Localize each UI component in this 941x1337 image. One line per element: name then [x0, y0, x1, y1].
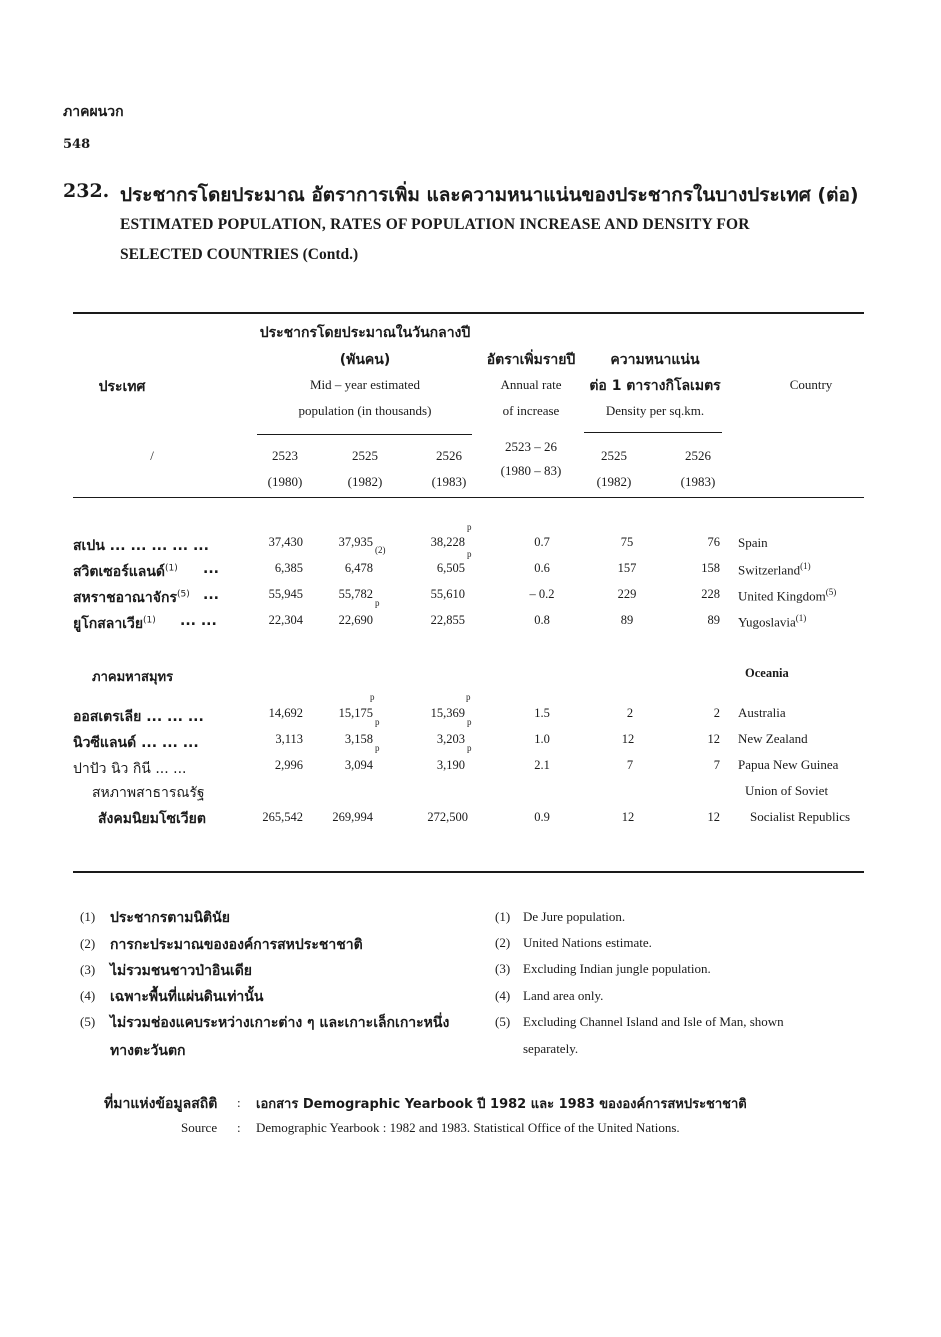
row-uk-english-sup: (5)	[825, 587, 837, 597]
row-switzerland-pop-1982: 6,478	[344, 561, 373, 575]
row-newzealand-pop-1983: 3,203	[436, 732, 465, 746]
row-switzerland-thai-name: สวิตเซอร์แลนด์	[73, 564, 165, 580]
footnote-en-5-num: (5)	[495, 1014, 511, 1029]
year-1980-en: (1980)	[267, 474, 303, 489]
row-australia-english: Australia	[738, 705, 786, 720]
footnote-en-5-text: Excluding Channel Island and Isle of Man, shown	[523, 1014, 784, 1029]
source-separator-thai: :	[237, 1095, 241, 1110]
year-1982-th: 2525	[352, 448, 378, 463]
row-australia-pop-1982-mark-top: p	[370, 692, 375, 702]
title-thai: ประชากรโดยประมาณ อัตราการเพิ่ม และความหนาแน่นของประชากรในบางประเทศ (ต่อ)	[120, 184, 859, 206]
row-newzealand-pop-1982-mark: p	[375, 743, 380, 753]
year-1983-en: (1983)	[431, 474, 467, 489]
source-label-thai: ที่มาแห่งข้อมูลสถิติ	[104, 1096, 218, 1112]
pop-header-rule	[257, 434, 472, 435]
row-ussr-english-line2: Socialist Republics	[750, 809, 851, 824]
row-uk-thai-sup: (5)	[176, 589, 190, 600]
row-switzerland-pop-1980: 6,385	[274, 561, 303, 575]
row-spain-rate: 0.7	[534, 535, 550, 549]
row-switzerland-rate: 0.6	[534, 561, 550, 575]
row-png-english: Papua New Guinea	[738, 757, 839, 772]
row-uk-english	[738, 587, 836, 604]
year-1982-en: (1982)	[347, 474, 383, 489]
row-australia-pop-1982-mark: p	[375, 717, 380, 727]
row-australia-thai: ออสเตรเลีย ... ... ...	[73, 709, 204, 725]
row-uk-dots: ...	[203, 587, 219, 603]
row-spain-pop-1982-mark: (2)	[375, 545, 386, 555]
row-spain-thai: สเปน ... ... ... ... ...	[73, 538, 209, 554]
row-spain-density-1983: 76	[707, 535, 720, 549]
table-number: 232.	[63, 180, 110, 202]
row-uk-thai	[73, 587, 190, 609]
row-spain-pop-1980: 37,430	[268, 535, 303, 549]
row-yugoslavia-thai-name: ยูโกสลาเวีย	[73, 616, 144, 632]
row-png-rate: 2.1	[534, 758, 550, 772]
row-ussr-thai-line2: สังคมนิยมโซเวียต	[98, 811, 206, 827]
region-english: Oceania	[745, 666, 789, 680]
row-yugoslavia-density-1983: 89	[707, 613, 720, 627]
rate-years-th: 2523 – 26	[505, 439, 557, 454]
row-png-density-1982: 7	[626, 758, 634, 772]
row-yugoslavia-thai-sup: (1)	[143, 615, 156, 626]
footnote-th-2-num: (2)	[80, 936, 96, 951]
row-switzerland-english	[738, 561, 811, 578]
table-header-bottom-rule	[73, 497, 864, 498]
row-switzerland-thai-sup: (1)	[164, 563, 178, 574]
row-yugoslavia-english	[738, 613, 806, 630]
row-australia-pop-1980: 14,692	[268, 706, 303, 720]
row-australia-pop-1983-mark: p	[467, 717, 472, 727]
col-header-pop-en-1: Mid – year estimated	[309, 377, 421, 392]
row-spain-pop-1983-mark-top: p	[467, 522, 472, 532]
row-switzerland-thai	[73, 561, 178, 583]
col-header-pop-th-2: (พันคน)	[339, 352, 391, 368]
col-header-rate-th: อัตราเพิ่มรายปี	[486, 352, 576, 368]
row-spain-english: Spain	[738, 535, 768, 550]
col-header-rate-en-1: Annual rate	[500, 377, 562, 392]
row-yugoslavia-rate: 0.8	[534, 613, 550, 627]
row-yugoslavia-pop-1983: 22,855	[430, 613, 465, 627]
row-ussr-density-1983: 12	[707, 810, 720, 824]
row-uk-thai-name: สหราชอาณาจักร	[73, 590, 177, 606]
row-yugoslavia-english-sup: (1)	[795, 613, 807, 623]
col-header-pop-en-2: population (in thousands)	[298, 403, 432, 418]
row-ussr-rate: 0.9	[534, 810, 550, 824]
title-english-line1: ESTIMATED POPULATION, RATES OF POPULATION INCREASE AND DENSITY FOR	[120, 216, 750, 233]
region-thai: ภาคมหาสมุทร	[92, 670, 174, 685]
row-ussr-pop-1983: 272,500	[427, 810, 468, 824]
footnote-en-2-num: (2)	[495, 935, 511, 950]
row-png-pop-1983: 3,190	[436, 758, 465, 772]
row-switzerland-dots: ...	[203, 561, 219, 577]
source-separator-english: :	[237, 1120, 241, 1135]
footnote-th-2-text: การกะประมาณขององค์การสหประชาชาติ	[110, 937, 363, 953]
col-header-pop-th-1: ประชากรโดยประมาณในวันกลางปี	[259, 325, 471, 341]
density-1982-th: 2525	[601, 448, 627, 463]
title-english-line2: SELECTED COUNTRIES (Contd.)	[120, 246, 359, 263]
row-spain-density-1982: 75	[620, 535, 634, 549]
footnote-th-3-num: (3)	[80, 962, 96, 977]
col-header-country-en: Country	[789, 377, 833, 392]
row-uk-pop-1983: 55,610	[430, 587, 465, 601]
density-1982-en: (1982)	[596, 474, 632, 489]
row-uk-density-1983: 228	[701, 587, 720, 601]
row-yugoslavia-pop-1982: 22,690	[338, 613, 373, 627]
row-australia-density-1982: 2	[626, 706, 634, 720]
footnote-th-1-num: (1)	[80, 909, 96, 924]
col-header-country-th: ประเทศ	[98, 379, 146, 395]
row-yugoslavia-pop-1980: 22,304	[268, 613, 303, 627]
source-text-thai: เอกสาร Demographic Yearbook ปี 1982 และ 1983 ขององค์การสหประชาชาติ	[256, 1097, 747, 1112]
row-yugoslavia-density-1982: 89	[620, 613, 634, 627]
row-uk-pop-1982: 55,782	[338, 587, 373, 601]
row-spain-pop-1983: 38,228	[430, 535, 465, 549]
row-australia-pop-1982: 15,175	[338, 706, 373, 720]
row-australia-density-1983: 2	[713, 706, 720, 720]
row-newzealand-thai: นิวซีแลนด์ ... ... ...	[73, 735, 199, 751]
rate-years-en: (1980 – 83)	[500, 463, 562, 478]
col-header-density-en: Density per sq.km.	[605, 403, 705, 418]
row-uk-density-1982: 229	[617, 587, 637, 601]
footnote-th-4-text: เฉพาะพื้นที่แผ่นดินเท่านั้น	[110, 989, 264, 1005]
source-label-english: Source	[181, 1120, 218, 1135]
density-1983-th: 2526	[685, 448, 711, 463]
footnote-en-5-text-line2: separately.	[523, 1041, 579, 1056]
row-newzealand-density-1982: 12	[621, 732, 635, 746]
row-png-thai: ปาปัว นิว กินี ... ...	[73, 761, 187, 777]
row-uk-pop-1980: 55,945	[268, 587, 303, 601]
footnote-th-5-num: (5)	[80, 1014, 96, 1029]
row-switzerland-english-name: Switzerland	[738, 562, 801, 578]
row-ussr-pop-1980: 265,542	[262, 810, 303, 824]
row-ussr-english-line1: Union of Soviet	[745, 783, 829, 798]
year-1980-th: 2523	[272, 448, 298, 463]
page-number: 548	[63, 137, 91, 152]
col-header-density-th-1: ความหนาแน่น	[610, 352, 700, 368]
col-header-rate-en-2: of increase	[502, 403, 560, 418]
row-png-pop-1982: 3,094	[344, 758, 373, 772]
row-ussr-density-1982: 12	[621, 810, 635, 824]
footnote-th-1-text: ประชากรตามนิตินัย	[110, 910, 230, 926]
row-newzealand-pop-1980: 3,113	[275, 732, 303, 746]
density-1983-en: (1983)	[680, 474, 716, 489]
row-spain-pop-1982: 37,935	[338, 535, 373, 549]
row-australia-rate: 1.5	[534, 706, 550, 720]
row-newzealand-pop-1983-mark: p	[467, 743, 472, 753]
row-newzealand-rate: 1.0	[534, 732, 550, 746]
row-switzerland-pop-1983-mark: p	[467, 549, 472, 559]
density-header-rule	[584, 432, 722, 433]
row-switzerland-density-1982: 157	[617, 561, 637, 575]
footnote-th-5-text-line2: ทางตะวันตก	[110, 1043, 186, 1059]
row-png-density-1983: 7	[713, 758, 720, 772]
row-newzealand-english: New Zealand	[738, 731, 808, 746]
row-switzerland-density-1983: 158	[701, 561, 720, 575]
row-ussr-pop-1982: 269,994	[332, 810, 373, 824]
row-uk-english-name: United Kingdom	[738, 588, 826, 604]
row-png-pop-1980: 2,996	[274, 758, 303, 772]
year-1983-th: 2526	[436, 448, 462, 463]
footnote-en-1-num: (1)	[495, 909, 511, 924]
footnote-en-3-text: Excluding Indian jungle population.	[523, 961, 711, 976]
row-ussr-thai-line1: สหภาพสาธารณรัฐ	[92, 785, 205, 801]
footnote-en-2-text: United Nations estimate.	[523, 935, 652, 950]
footnote-th-3-text: ไม่รวมชนชาวป่าอินเดีย	[110, 963, 252, 979]
row-uk-rate: – 0.2	[529, 587, 555, 601]
section-label: ภาคผนวก	[63, 104, 124, 120]
source-text-english: Demographic Yearbook : 1982 and 1983. Statistical Office of the United Nations.	[256, 1120, 680, 1135]
table-bottom-rule	[73, 871, 864, 873]
row-newzealand-density-1983: 12	[707, 732, 720, 746]
row-uk-pop-1982-mark: p	[375, 598, 380, 608]
footnote-en-1-text: De Jure population.	[523, 909, 626, 924]
row-yugoslavia-thai	[73, 613, 156, 635]
footnote-en-4-num: (4)	[495, 988, 511, 1003]
row-yugoslavia-english-name: Yugoslavia	[738, 614, 796, 630]
footnote-en-4-text: Land area only.	[523, 988, 604, 1003]
footnote-en-3-num: (3)	[495, 961, 511, 976]
row-switzerland-english-sup: (1)	[800, 561, 811, 571]
row-australia-pop-1983: 15,369	[430, 706, 465, 720]
row-australia-pop-1983-mark-top: p	[466, 692, 471, 702]
col-header-density-th-2: ต่อ 1 ตารางกิโลเมตร	[589, 378, 721, 394]
footnote-th-4-num: (4)	[80, 988, 96, 1003]
footnote-th-5-text: ไม่รวมช่องแคบระหว่างเกาะต่าง ๆ และเกาะเล็กเกาะหนึ่ง	[110, 1015, 450, 1031]
row-switzerland-pop-1983: 6,505	[436, 561, 465, 575]
row-newzealand-pop-1982: 3,158	[344, 732, 373, 746]
col-header-slash: /	[150, 448, 154, 463]
table-top-rule	[73, 312, 864, 314]
row-yugoslavia-dots: ... ...	[180, 613, 217, 629]
